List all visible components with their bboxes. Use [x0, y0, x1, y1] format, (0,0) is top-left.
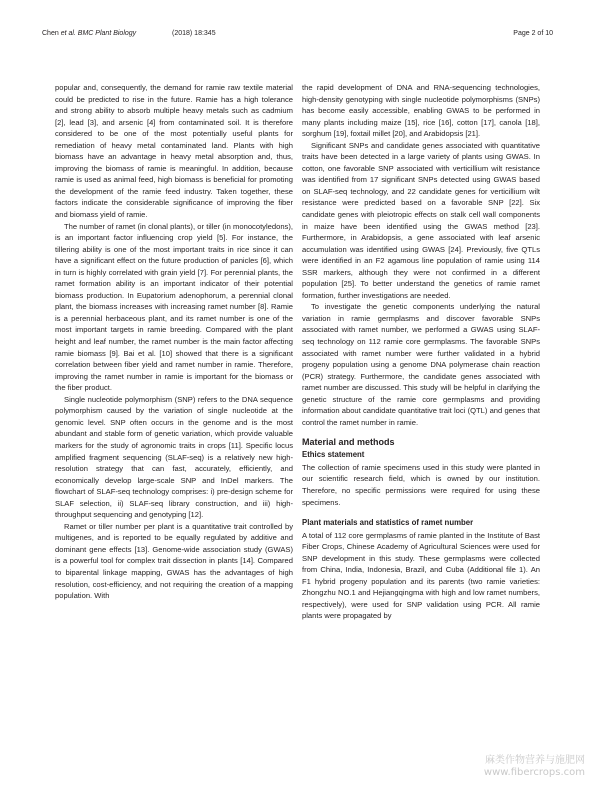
paragraph-snp-slafseq: Single nucleotide polymorphism (SNP) refers to the DNA sequence polymorphism caused by the variation of single nucleotide at the genomic level. SNP often occurs in the genome and is the most abundant and stable form of genetic variation, which provide valuable markers for the study of agronomic traits in crops [11]. Specific locus amplified fragment sequencing (SLAF-seq) is a relatively new high-resolution strategy that can fast, accurately, efficiently, and economically develop large-scale SNP and InDel markers. The flowchart of SLAF-seq technology comprises: i) pre-design scheme for SLAF selection, ii) SLAF-seq library construction, and iii) high-throughput sequencing and genotyping [12].: [55, 394, 293, 520]
watermark-chinese: 麻类作物营养与施肥网: [485, 755, 585, 766]
site-watermark: [484, 755, 585, 779]
paragraph-sequencing-tech: the rapid development of DNA and RNA-sequencing technologies, high-density genotyping with single nucleotide polymorphisms (SNPs) has become easily accessible, enabling GWAS to be performed in many plants including maize [15], rice [16], cotton [17], canola [18], sorghum [19], foxtail millet [20], and Arabidopsis [21].: [302, 83, 540, 139]
journal-authors: Chen: [42, 30, 61, 37]
page-number: Page 2 of 10: [513, 30, 553, 37]
journal-citation: [42, 30, 136, 37]
paragraph-significant-snps: Significant SNPs and candidate genes associated with quantitative traits have been detected in a large variety of plants using GWAS. In cotton, one favorable SNP associated with verticillium wilt resistance was identified from 17 significant SNPs detected using GWAS based on SLAF-seq technology, and 22 candidate genes for verticillium wilt resistance were predicted based on a favorable SNP [22]. Six candidate genes with pleiotropic effects on stalk cell wall components in maize have been identified using the GWAS method [23]. Furthermore, in Arabidopsis, a gene associated with leaf arsenic accumulation was identified using GWAS [24]. Previously, five QTLs were identified in an F2 agamous line population of ramie using 114 SSR markers, although they were not confirmed in a different population [25]. To better understand the genetics of ramie ramet formation, further investigations are needed.: [302, 140, 540, 300]
paragraph-gwas-intro: Ramet or tiller number per plant is a quantitative trait controlled by multigenes, and is reported to be equally regulated by additive and dominant gene effects [13]. Genome-wide association study (GWAS) is a powerful tool for complex trait dissection in plants [14]. Compared to biparental linkage mapping, GWAS has the advantages of high resolution, cost-efficiency, and not requiring the creation of a mapping population. With: [55, 521, 293, 601]
paragraph-plant-materials: A total of 112 core germplasms of ramie planted in the Institute of Bast Fiber Crops, Chinese Academy of Agricultural Sciences were used for SNP development in this study. These germplasms were collected from China, India, Indonesia, Brazil, and Cuba (Additional file 1). An F1 hybrid progeny population and its parents (two ramie varieties: Zhongzhu NO.1 and Hejiangqingma with high and low ramet numbers, respectively), were used for SNP validation using PCR. All ramie plants were propagated by: [302, 530, 540, 621]
subsection-title-plant-materials: Plant materials and statistics of ramet number: [302, 518, 474, 528]
paragraph-ethics: The collection of ramie specimens used in this study were planted in our scientific research field, which is owned by our institution. Therefore, no specific permissions were required for using these specimens.: [302, 462, 540, 507]
journal-year-volume: (2018) 18:345: [172, 30, 216, 37]
paragraph-ramet-number: The number of ramet (in clonal plants), or tiller (in monocotyledons), is an important factor influencing crop yield [5]. For instance, the tillering ability is one of the most important traits in rice since it can have a significant effect on the future production of panicles [6], which in turn is highly correlated with grain yield [7]. For perennial plants, the ramet formation ability is an important indicator of their potential biomass production. In Eupatorium adenophorum, a perennial clonal plant, the biomass increases with increasing ramet number [8]. Ramie is a perennial herbaceous plant, and its ramet number is one of the most important targets in ramie breeding. Compared with the plant height and leaf number, the ramet number is the main factor affecting ramie biomass [9]. Bai et al. [10] showed that there is a significant correlation between fiber yield and ramet number in ramie. Therefore, improving the ramet number in ramie is important for the biomass or the fiber product.: [55, 221, 293, 393]
paragraph-biomass-intro: popular and, consequently, the demand for ramie raw textile material could be predicted to rise in the future. Ramie has a high tolerance and strong ability to absorb multiple heavy metals such as cadmium [2], lead [3], and arsenic [4] from contaminated soil. It is therefore considered to be one of the most potentially useful plants for remediation of heavy metal contaminated land. Plants with high biomass have an advantage in heavy metal absorption and, thus, improving the biomass of ramie is meaningful. In addition, because ramie is used as animal feed, high biomass is beneficial for promoting the development of the ramie feed industry. Taken together, these factors indicate the considerable significance of improving the fiber and biomass yield of ramie.: [55, 83, 293, 220]
right-column: [302, 82, 540, 622]
subsection-title-ethics: Ethics statement: [302, 450, 365, 460]
paragraph-study-aims: To investigate the genetic components underlying the natural variation in ramie germplasms and discover favorable SNPs associated with ramet number, we performed a GWAS using SLAF-seq technology on 112 ramie core germplasms. The favorable SNPs associated with ramet number were further validated in a hybrid progeny population using a genome DNA polymerase chain reaction (PCR) strategy. Furthermore, the candidate genes associated with ramet number are discussed. This study will be helpful in clarifying the genetic structure of the ramie core germplasms and providing information about candidate quantitative trait loci (QTL) and genes that control the ramet number in ramie.: [302, 302, 540, 427]
page-header: [42, 30, 553, 44]
left-column: [55, 82, 293, 602]
watermark-url: www.fibercrops.com: [483, 767, 585, 778]
section-title-methods: Material and methods: [302, 437, 395, 448]
journal-name: et al. BMC Plant Biology: [60, 30, 137, 37]
